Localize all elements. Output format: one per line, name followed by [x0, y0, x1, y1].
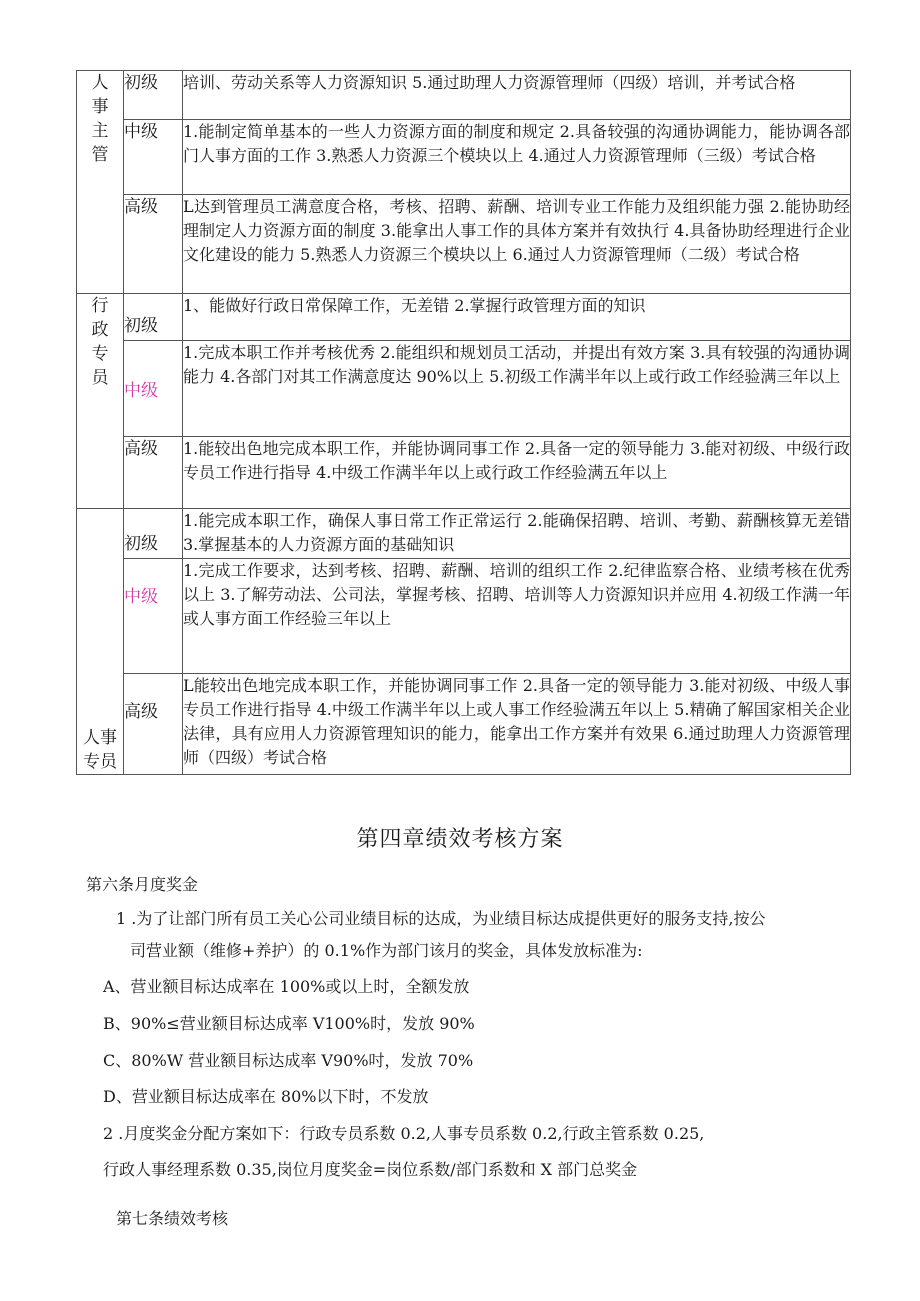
table-row: [77, 437, 851, 509]
table-row: [77, 71, 851, 120]
table-row: [77, 559, 851, 674]
level-cell: 中级: [124, 559, 183, 674]
requirement-text: 1.能较出色地完成本职工作，并能协调同事工作 2.具备一定的领导能力 3.能对初级、中级行政专员工作进行指导 4.中级工作满半年以上或行政工作经验满五年以上: [183, 437, 851, 509]
requirement-text: L达到管理员工满意度合格，考核、招聘、薪酬、培训专业工作能力及组织能力强 2.能协助经理制定人力资源方面的制度 3.能拿出人事工作的具体方案并有效执行 4.具备协助经理进行企业文化建设的能力 5.熟悉人力资源三个模块以上 6.通过人力资源管理师（二级）考试合格: [183, 195, 851, 294]
requirements-table: [76, 70, 851, 775]
requirement-text: 1.完成本职工作并考核优秀 2.能组织和规划员工活动，并提出有效方案 3.具有较强的沟通协调能力 4.各部门对其工作满意度达 90%以上 5.初级工作满半年以上或行政工作经验满三年以上: [183, 341, 851, 437]
paragraph-1-line-1: 1 .为了让部门所有员工关心公司业绩目标的达成，为业绩目标达成提供更好的服务支持,按公: [116, 909, 766, 928]
table-row: [77, 674, 851, 775]
paragraph-1-line-2: 司营业额（维修+养护）的 0.1%作为部门该月的奖金，具体发放标准为:: [130, 941, 643, 960]
role-cell-hr-supervisor: 人事主管: [77, 71, 124, 294]
role-cell-admin-specialist: 行政专员: [77, 294, 124, 509]
level-cell: 中级: [124, 120, 183, 195]
article-6-title: 第六条月度奖金: [86, 875, 199, 894]
list-item-b: B、90%≤营业额目标达成率 V100%时，发放 90%: [103, 1014, 475, 1033]
level-cell: 高级: [124, 674, 183, 775]
requirement-text: L能较出色地完成本职工作，并能协调同事工作 2.具备一定的领导能力 3.能对初级、中级人事专员工作进行指导 4.中级工作满半年以上或人事工作经验满五年以上 5.精确了解国家相关企业法律，具有应用人力资源管理知识的能力，能拿出工作方案并有效果 6.通过助理人力资源管理师（四级）考试合格: [183, 674, 851, 775]
requirement-text: 1、能做好行政日常保障工作，无差错 2.掌握行政管理方面的知识: [183, 294, 851, 341]
table-row: [77, 509, 851, 559]
level-cell: 初级: [124, 71, 183, 120]
paragraph-2-line-2: 行政人事经理系数 0.35,岗位月度奖金=岗位系数/部门系数和 X 部门总奖金: [103, 1160, 638, 1179]
level-cell: 初级: [124, 294, 183, 341]
requirement-text: 1.能完成本职工作，确保人事日常工作正常运行 2.能确保招聘、培训、考勤、薪酬核算无差错 3.掌握基本的人力资源方面的基础知识: [183, 509, 851, 559]
table-row: [77, 120, 851, 195]
paragraph-2-line-1: 2 .月度奖金分配方案如下：行政专员系数 0.2,人事专员系数 0.2,行政主管系数 0.25,: [103, 1124, 705, 1143]
table-row: [77, 341, 851, 437]
list-item-a: A、营业额目标达成率在 100%或以上时，全额发放: [103, 977, 470, 996]
table-row: [77, 294, 851, 341]
level-cell: 初级: [124, 509, 183, 559]
level-cell: 高级: [124, 437, 183, 509]
chapter-title: 第四章绩效考核方案: [356, 827, 564, 852]
list-item-c: C、80%W 营业额目标达成率 V90%吋，发放 70%: [103, 1051, 474, 1070]
table-row: [77, 195, 851, 294]
requirement-text: 1.完成工作要求，达到考核、招聘、薪酬、培训的组织工作 2.纪律监察合格、业绩考核在优秀以上 3.了解劳动法、公司法，掌握考核、招聘、培训等人力资源知识并应用 4.初级工作满一年或人事方面工作经验三年以上: [183, 559, 851, 674]
requirement-text: 1.能制定简单基本的一些人力资源方面的制度和规定 2.具备较强的沟通协调能力，能协调各部门人事方面的工作 3.熟悉人力资源三个模块以上 4.通过人力资源管理师（三级）考试合格: [183, 120, 851, 195]
list-item-d: D、营业额目标达成率在 80%以下时，不发放: [103, 1087, 429, 1106]
level-cell: 中级: [124, 341, 183, 437]
level-cell: 高级: [124, 195, 183, 294]
article-7-title: 第七条绩效考核: [116, 1209, 229, 1228]
role-cell-hr-specialist: 人事专员: [77, 509, 124, 775]
requirement-text: 培训、劳动关系等人力资源知识 5.通过助理人力资源管理师（四级）培训，并考试合格: [183, 71, 851, 120]
